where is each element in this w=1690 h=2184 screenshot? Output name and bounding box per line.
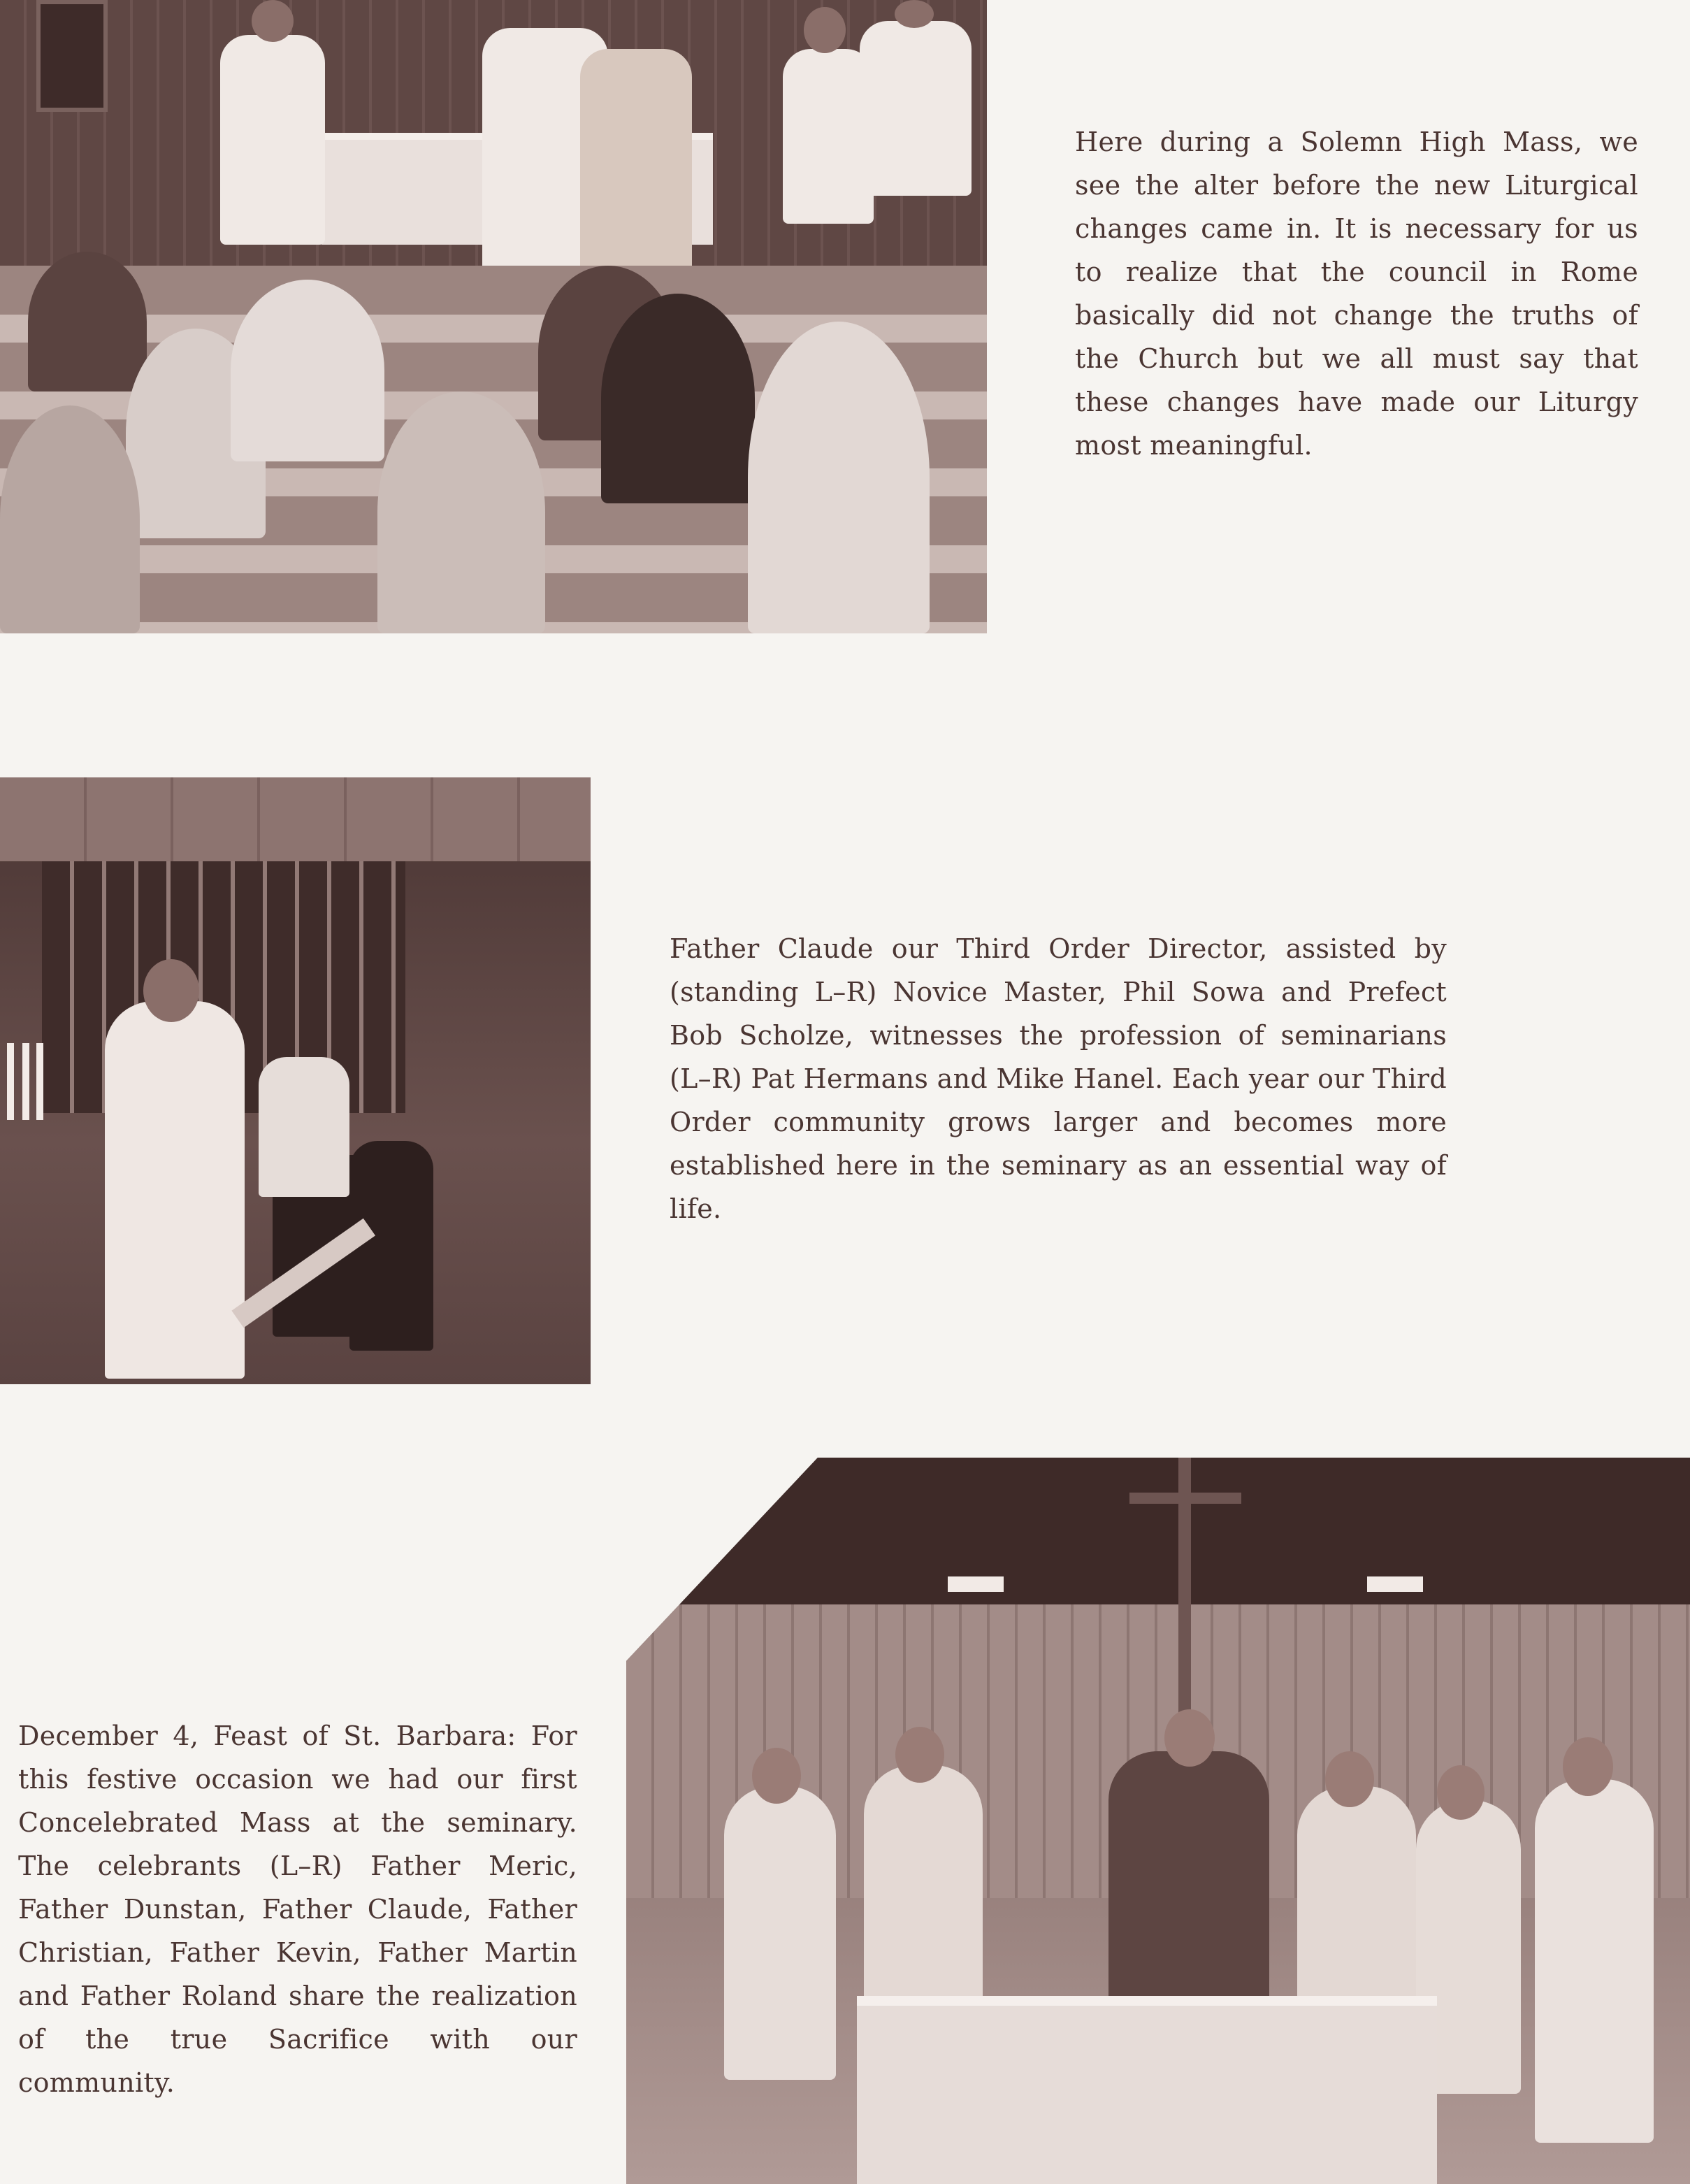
celebrant-head [895,1727,944,1783]
ceiling-tiles [0,777,591,861]
celebrant-head [752,1748,801,1804]
server-head [252,0,294,42]
seminarian [0,405,140,633]
photo-concelebrated-mass [626,1458,1690,2184]
seminarian [748,322,930,633]
caption-third-order: Father Claude our Third Order Director, assisted by (standing L–R) Novice Master, Phil Sowa and Prefect Bob Scholze, witnesses the profession of seminarians (L–R) Pat Hermans and Mike Hanel. Each year our Third Order community grows larger and becomes more established here in the seminary as an essential way of life. [670,933,1447,1224]
candle [22,1043,29,1120]
server-head [895,0,934,28]
seminarian [28,252,147,391]
seminarian [231,280,384,461]
seminarian [377,391,545,633]
caption-solemn-high-mass: Here during a Solemn High Mass, we see the alter before the new Liturgical changes came in. It is necessary for us to realize that the council in Rome basically did not change the truths of the Church but we all must say that these changes have made our Liturgy most meaningful. [1075,127,1638,461]
caption-st-barbara: December 4, Feast of St. Barbara: For this festive occasion we had our first Concelebrated Mass at the seminary. The celebrants (L–R) Father Meric, Father Dunstan, Father Claude, Father Christian, Father Kevin, Father Martin and Father Roland share the realization of the true Sacrifice with our community. [18,1720,577,2098]
novice-master-figure [259,1057,349,1197]
photo-third-order-profession [0,777,591,1384]
celebrant-head [1437,1765,1485,1820]
server-head [804,7,846,53]
altar-server [860,21,972,196]
celebrant-head [1563,1737,1613,1796]
seminarian [601,294,755,503]
crucifix-arm [1129,1493,1241,1504]
celebrant-head [1164,1709,1215,1767]
altar-server [220,35,325,245]
celebrant-head [1325,1751,1374,1807]
seminarian-kneeling [349,1141,433,1351]
celebrant [1535,1779,1654,2143]
celebrant [724,1786,836,2080]
wall-picture [36,0,108,112]
ceiling-light [1367,1576,1423,1592]
altar [857,1996,1437,2184]
photo-solemn-high-mass [0,0,987,633]
priest-head [143,959,199,1022]
candle [7,1043,14,1120]
chapel-ceiling [626,1458,1690,1604]
ceiling-light [948,1576,1004,1592]
father-claude-figure [105,1001,245,1379]
candle [36,1043,43,1120]
